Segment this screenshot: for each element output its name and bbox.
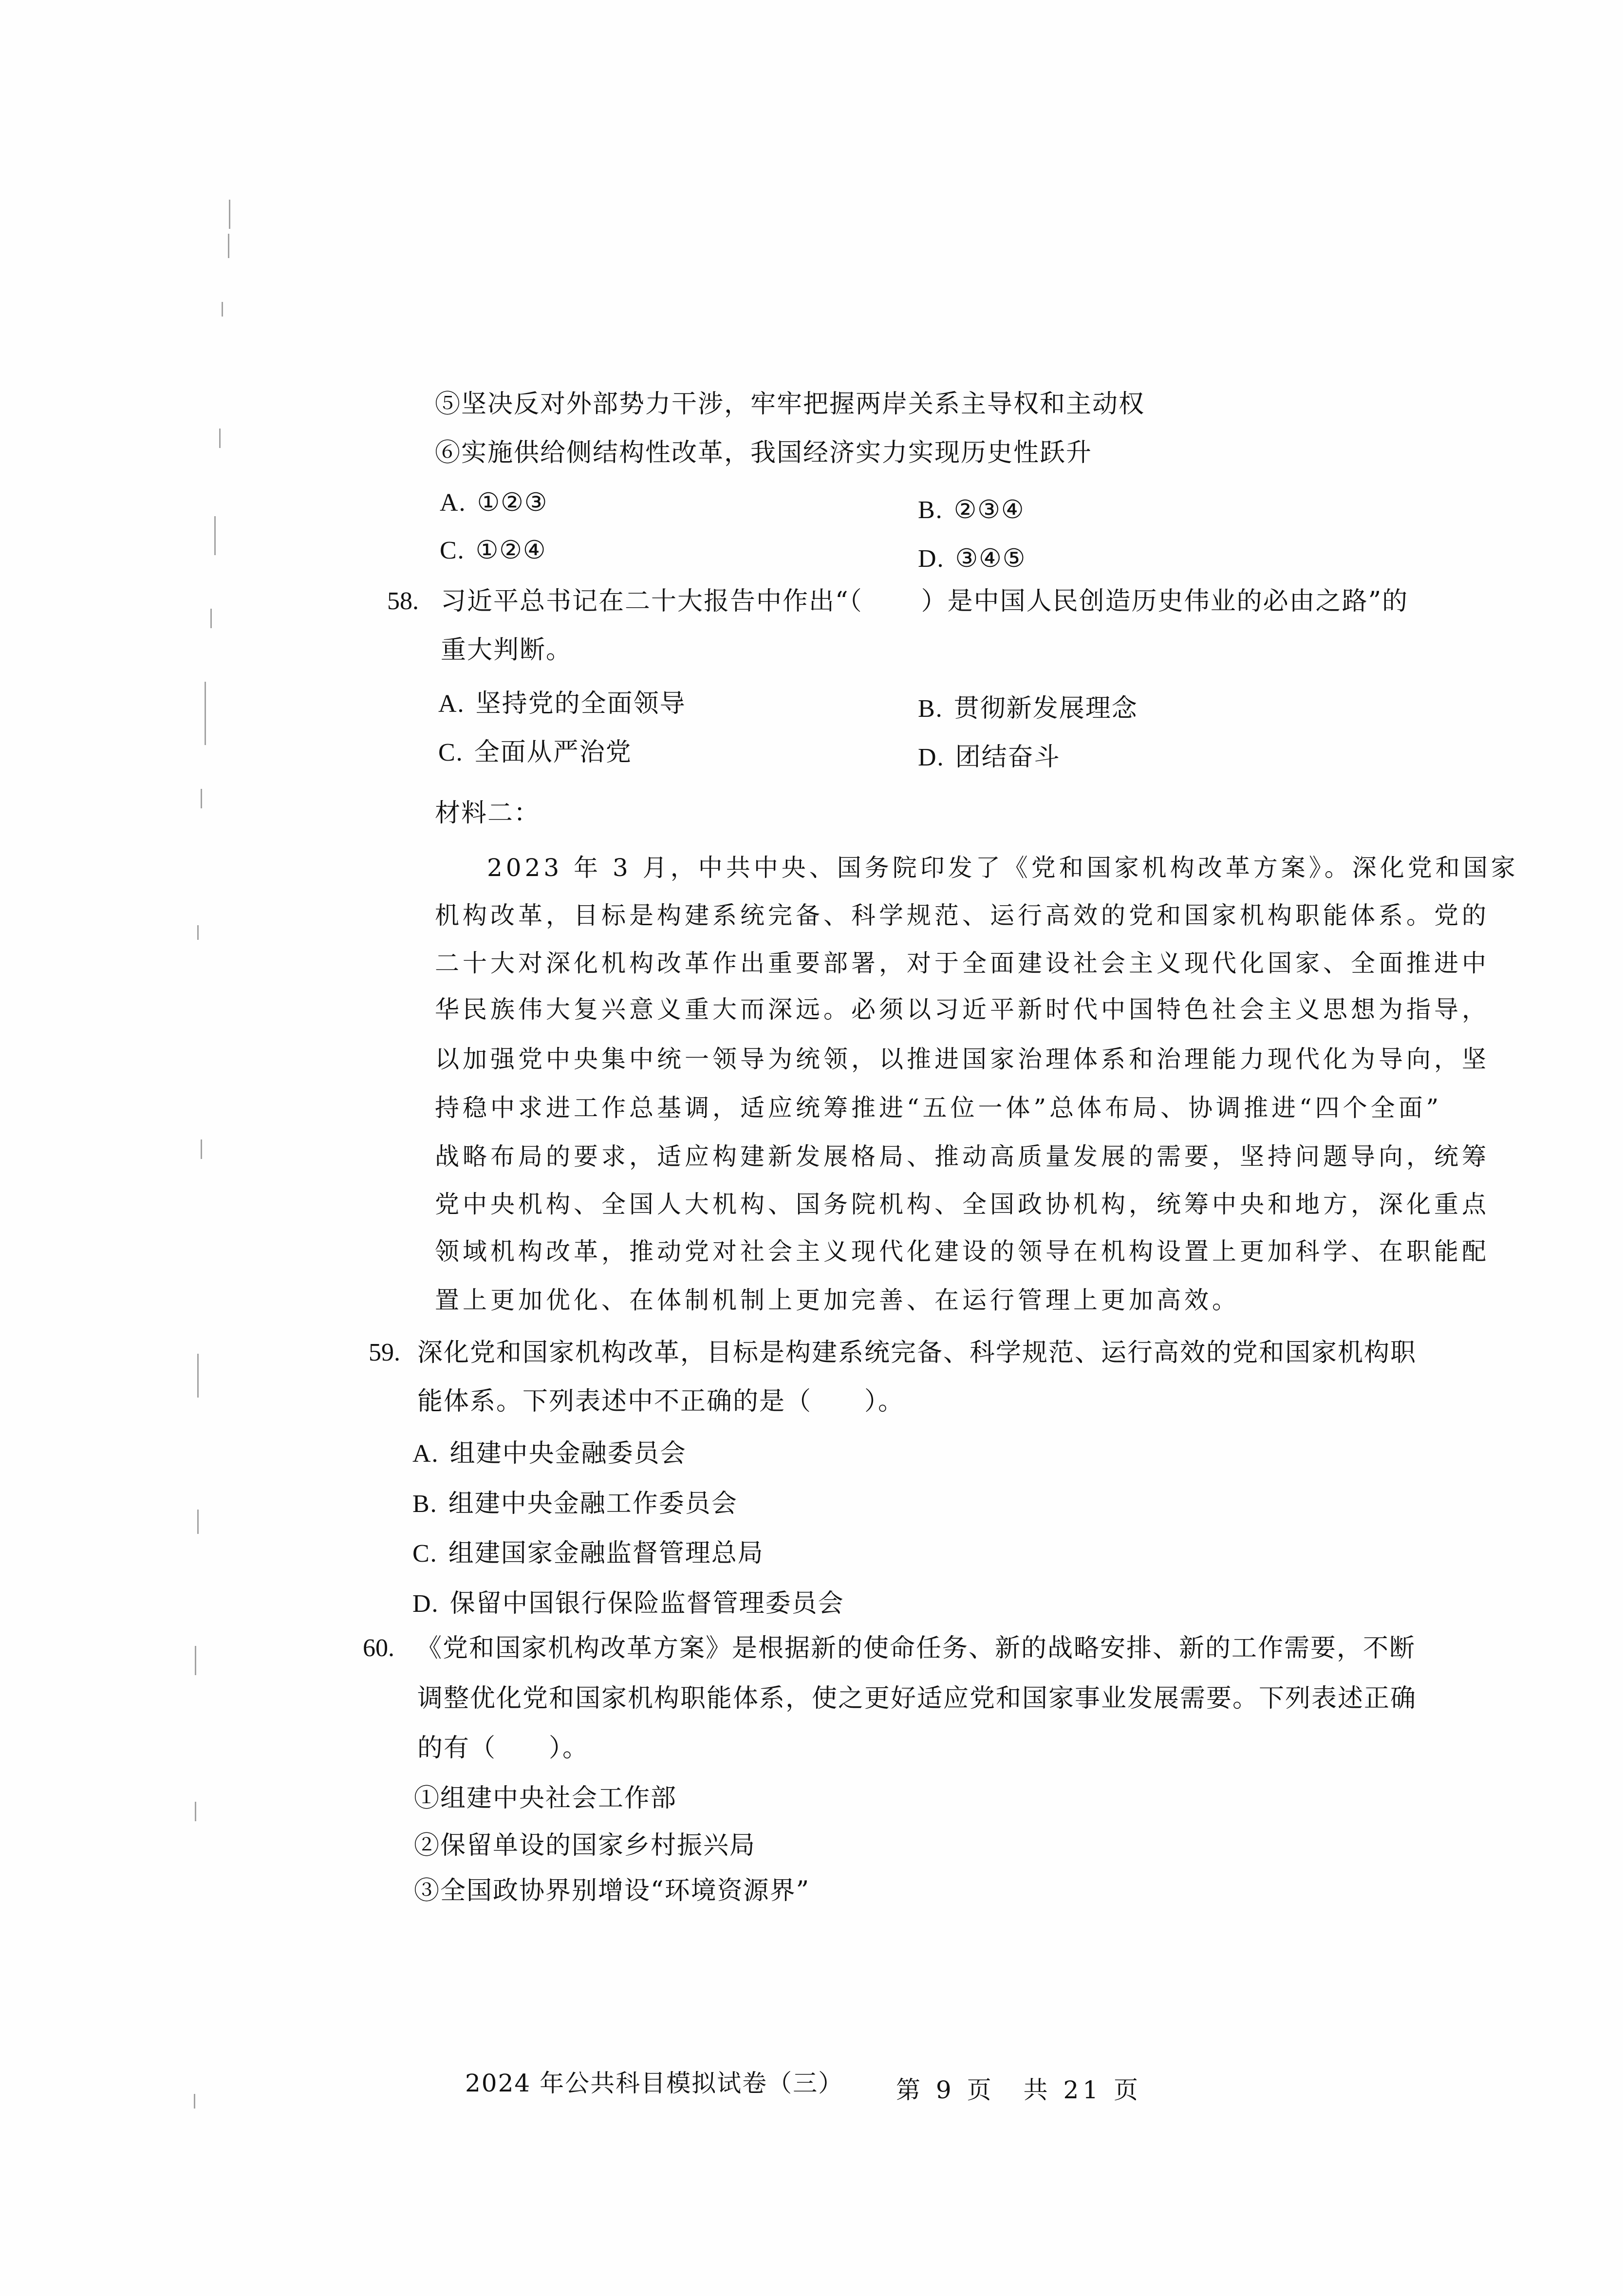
binding-mark <box>214 516 216 555</box>
binding-mark <box>219 429 221 448</box>
option-text: ①②③ <box>477 488 548 517</box>
option-text: ②③④ <box>953 495 1025 524</box>
q59-option-a[interactable] <box>412 1439 687 1469</box>
binding-mark <box>228 234 229 258</box>
option-text: 组建中央金融工作委员会 <box>448 1489 738 1518</box>
option-text: 全面从严治党 <box>474 738 632 767</box>
q59-stem-line1: 深化党和国家机构改革，目标是构建系统完备、科学规范、运行高效的党和国家机构职 <box>417 1338 1417 1367</box>
option-text: 保留中国银行保险监督管理委员会 <box>449 1589 844 1618</box>
q59-option-c[interactable] <box>412 1539 764 1568</box>
binding-mark <box>197 1354 199 1398</box>
option-label: B. <box>918 496 943 524</box>
footer-exam-title: 2024 年公共科目模拟试卷（三） <box>465 2069 844 2097</box>
q60-stem-line3: 的有（ ）。 <box>417 1734 589 1763</box>
q60-stem-line2: 调整优化党和国家机构职能体系，使之更好适应党和国家事业发展需要。下列表述正确 <box>417 1684 1417 1713</box>
binding-mark <box>222 302 223 317</box>
binding-mark <box>205 682 206 745</box>
option-label: A. <box>412 1440 439 1468</box>
q60-item-3: ③全国政协界别增设“环境资源界” <box>414 1876 810 1905</box>
option-label: C. <box>440 537 465 564</box>
option-label: A. <box>440 489 466 517</box>
option-text: ③④⑤ <box>955 544 1026 573</box>
option-label: D. <box>918 545 945 573</box>
option-text: ①②④ <box>475 536 547 565</box>
material2-line: 以加强党中央集中统一领导为统领，以推进国家治理体系和治理能力现代化为导向，坚 <box>435 1045 1490 1073</box>
q57-option-d[interactable] <box>918 544 1026 574</box>
material2-line: 华民族伟大复兴意义重大而深远。必须以习近平新时代中国特色社会主义思想为指导， <box>435 995 1490 1024</box>
binding-mark <box>194 2094 195 2109</box>
q57-option-c[interactable] <box>440 536 547 565</box>
q58-stem-line1 <box>441 587 1408 616</box>
q59-option-b[interactable] <box>412 1489 738 1519</box>
material2-line: 2023 年 3 月，中共中央、国务院印发了《党和国家机构改革方案》。深化党和国家 <box>487 854 1519 882</box>
option-text: 团结奋斗 <box>955 743 1061 772</box>
q58-option-a[interactable] <box>438 689 686 719</box>
q59-number: 59. <box>369 1339 400 1366</box>
q57-option-b[interactable] <box>918 495 1025 525</box>
material2-line: 党中央机构、全国人大机构、国务院机构、全国政协机构，统筹中央和地方，深化重点 <box>435 1190 1490 1218</box>
q57-option-a[interactable] <box>440 488 548 518</box>
option-text: 坚持党的全面领导 <box>475 689 686 718</box>
option-label: D. <box>918 744 945 771</box>
material2-line: 战略布局的要求，适应构建新发展格局、推动高质量发展的需要，坚持问题导向，统筹 <box>435 1142 1490 1171</box>
q58-option-d[interactable] <box>918 743 1061 772</box>
q59-stem-line2: 能体系。下列表述中不正确的是（ ）。 <box>417 1387 905 1416</box>
option-text: 组建国家金融监督管理总局 <box>448 1539 764 1568</box>
q58-stem-pre: 习近平总书记在二十大报告中作出“（ <box>441 587 863 616</box>
option-label: A. <box>438 690 465 718</box>
material2-line: 领域机构改革，推动党对社会主义现代化建设的领导在机构设置上更加科学、在职能配 <box>435 1237 1490 1266</box>
material2-title: 材料二： <box>435 799 541 828</box>
material2-line: 机构改革，目标是构建系统完备、科学规范、运行高效的党和国家机构职能体系。党的 <box>435 901 1490 930</box>
q59-option-d[interactable] <box>412 1589 844 1619</box>
option-text: 组建中央金融委员会 <box>449 1439 687 1468</box>
binding-mark <box>195 1646 196 1675</box>
footer-page-number: 第 9 页 共 21 页 <box>896 2076 1142 2104</box>
option-text: 贯彻新发展理念 <box>953 694 1138 723</box>
option-label: B. <box>918 695 943 723</box>
binding-mark <box>197 1510 199 1534</box>
option-label: B. <box>412 1490 438 1518</box>
q60-stem-line1: 《党和国家机构改革方案》是根据新的使命任务、新的战略安排、新的工作需要，不断 <box>416 1634 1416 1663</box>
binding-mark <box>201 1139 202 1159</box>
q57-item-6: ⑥实施供给侧结构性改革，我国经济实力实现历史性跃升 <box>435 438 1093 467</box>
q58-option-b[interactable] <box>918 694 1138 724</box>
material2-line: 二十大对深化机构改革作出重要部署，对于全面建设社会主义现代化国家、全面推进中 <box>435 949 1490 977</box>
q60-item-2: ②保留单设的国家乡村振兴局 <box>414 1831 756 1860</box>
q58-stem-post: ）是中国人民创造历史伟业的必由之路”的 <box>921 587 1409 616</box>
q58-option-c[interactable] <box>438 738 632 767</box>
q60-item-1: ①组建中央社会工作部 <box>414 1784 677 1813</box>
material2-line: 置上更加优化、在体制机制上更加完善、在运行管理上更加高效。 <box>435 1286 1240 1314</box>
option-label: C. <box>438 739 464 766</box>
q60-number: 60. <box>363 1634 394 1662</box>
option-label: C. <box>412 1540 438 1568</box>
binding-mark <box>229 200 230 229</box>
binding-mark <box>201 789 202 808</box>
binding-mark <box>197 925 199 940</box>
binding-mark <box>195 1802 196 1821</box>
q58-stem-line2: 重大判断。 <box>441 635 573 665</box>
q57-item-5: ⑤坚决反对外部势力干涉，牢牢把握两岸关系主导权和主动权 <box>435 390 1145 419</box>
material2-line: 持稳中求进工作总基调，适应统筹推进“五位一体”总体布局、协调推进“四个全面” <box>435 1094 1442 1122</box>
q58-number: 58. <box>387 587 419 615</box>
option-label: D. <box>412 1590 439 1618</box>
binding-mark <box>210 609 212 628</box>
